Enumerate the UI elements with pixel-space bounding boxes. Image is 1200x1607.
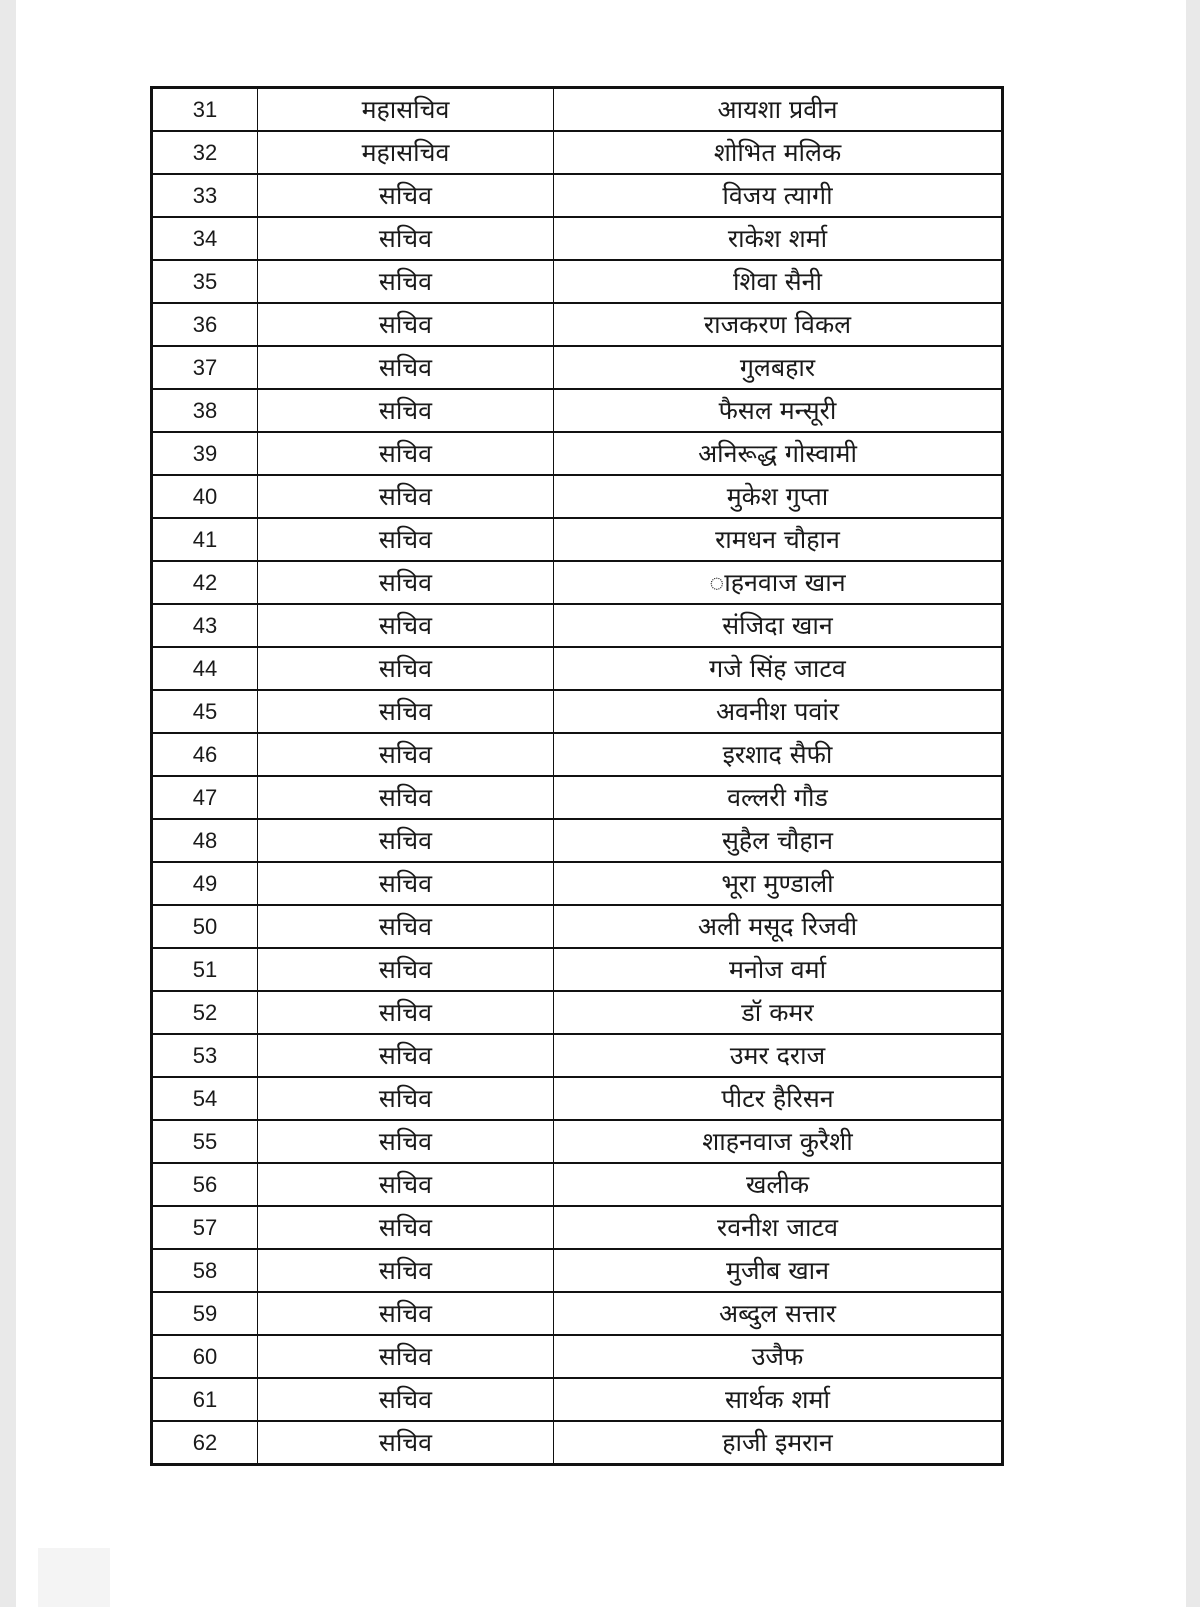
member-name-cell: हाजी इमरान (554, 1421, 1003, 1465)
row-number-cell: 47 (152, 776, 258, 819)
post-cell: सचिव (258, 1421, 554, 1465)
post-cell: सचिव (258, 1292, 554, 1335)
member-name-cell: अली मसूद रिजवी (554, 905, 1003, 948)
row-number-cell: 43 (152, 604, 258, 647)
member-name-cell: खलीक (554, 1163, 1003, 1206)
member-name-cell: मनोज वर्मा (554, 948, 1003, 991)
post-cell: सचिव (258, 561, 554, 604)
member-name-cell: इरशाद सैफी (554, 733, 1003, 776)
table-row (152, 1163, 1003, 1206)
member-name-cell: राजकरण विकल (554, 303, 1003, 346)
member-name-cell: डॉ कमर (554, 991, 1003, 1034)
row-number-cell: 45 (152, 690, 258, 733)
member-name-cell: वल्लरी गौड (554, 776, 1003, 819)
row-number-cell: 36 (152, 303, 258, 346)
post-cell: सचिव (258, 1206, 554, 1249)
table-row (152, 733, 1003, 776)
member-name-cell: विजय त्यागी (554, 174, 1003, 217)
member-name-cell: रामधन चौहान (554, 518, 1003, 561)
page-corner-shadow (38, 1548, 110, 1607)
table-row (152, 604, 1003, 647)
row-number-cell: 56 (152, 1163, 258, 1206)
member-name-cell: संजिदा खान (554, 604, 1003, 647)
table-row (152, 346, 1003, 389)
row-number-cell: 33 (152, 174, 258, 217)
post-cell: सचिव (258, 389, 554, 432)
post-cell: महासचिव (258, 88, 554, 132)
table-row (152, 303, 1003, 346)
member-name-cell: सार्थक शर्मा (554, 1378, 1003, 1421)
post-cell: सचिव (258, 948, 554, 991)
table-row (152, 819, 1003, 862)
member-name-cell: राकेश शर्मा (554, 217, 1003, 260)
table-row (152, 131, 1003, 174)
row-number-cell: 31 (152, 88, 258, 132)
post-cell: सचिव (258, 647, 554, 690)
table-row (152, 905, 1003, 948)
table-row (152, 475, 1003, 518)
row-number-cell: 62 (152, 1421, 258, 1465)
post-cell: सचिव (258, 733, 554, 776)
member-name-cell: आयशा प्रवीन (554, 88, 1003, 132)
post-cell: सचिव (258, 217, 554, 260)
row-number-cell: 41 (152, 518, 258, 561)
table-row (152, 88, 1003, 132)
post-cell: सचिव (258, 690, 554, 733)
row-number-cell: 37 (152, 346, 258, 389)
table-row (152, 561, 1003, 604)
member-name-cell: मुकेश गुप्ता (554, 475, 1003, 518)
member-name-cell: उमर दराज (554, 1034, 1003, 1077)
table-row (152, 174, 1003, 217)
post-cell: सचिव (258, 819, 554, 862)
table-row (152, 1077, 1003, 1120)
table-row (152, 217, 1003, 260)
row-number-cell: 50 (152, 905, 258, 948)
row-number-cell: 32 (152, 131, 258, 174)
member-name-cell: अब्दुल सत्तार (554, 1292, 1003, 1335)
table-row (152, 432, 1003, 475)
post-cell: सचिव (258, 1163, 554, 1206)
table-row (152, 862, 1003, 905)
post-cell: सचिव (258, 1378, 554, 1421)
table-row (152, 518, 1003, 561)
post-cell: सचिव (258, 905, 554, 948)
row-number-cell: 52 (152, 991, 258, 1034)
table-row (152, 1249, 1003, 1292)
roster-table (150, 86, 1004, 1466)
post-cell: सचिव (258, 776, 554, 819)
post-cell: सचिव (258, 1077, 554, 1120)
member-name-cell: शोभित मलिक (554, 131, 1003, 174)
row-number-cell: 34 (152, 217, 258, 260)
table-row (152, 647, 1003, 690)
member-name-cell: शिवा सैनी (554, 260, 1003, 303)
post-cell: सचिव (258, 1120, 554, 1163)
post-cell: सचिव (258, 346, 554, 389)
table-row (152, 991, 1003, 1034)
member-name-cell: भूरा मुण्डाली (554, 862, 1003, 905)
row-number-cell: 58 (152, 1249, 258, 1292)
member-name-cell: अनिरूद्ध गोस्वामी (554, 432, 1003, 475)
row-number-cell: 55 (152, 1120, 258, 1163)
post-cell: सचिव (258, 475, 554, 518)
post-cell: सचिव (258, 260, 554, 303)
member-name-cell: गजे सिंह जाटव (554, 647, 1003, 690)
table-row (152, 1292, 1003, 1335)
member-name-cell: सुहैल चौहान (554, 819, 1003, 862)
table-row (152, 776, 1003, 819)
table-row (152, 1378, 1003, 1421)
member-name-cell: शाहनवाज कुरैशी (554, 1120, 1003, 1163)
table-row (152, 260, 1003, 303)
row-number-cell: 59 (152, 1292, 258, 1335)
post-cell: सचिव (258, 518, 554, 561)
row-number-cell: 44 (152, 647, 258, 690)
member-name-cell: अवनीश पवांर (554, 690, 1003, 733)
row-number-cell: 60 (152, 1335, 258, 1378)
post-cell: सचिव (258, 604, 554, 647)
row-number-cell: 39 (152, 432, 258, 475)
row-number-cell: 54 (152, 1077, 258, 1120)
row-number-cell: 53 (152, 1034, 258, 1077)
row-number-cell: 57 (152, 1206, 258, 1249)
member-name-cell: पीटर हैरिसन (554, 1077, 1003, 1120)
row-number-cell: 35 (152, 260, 258, 303)
member-name-cell: उजैफ (554, 1335, 1003, 1378)
member-name-cell: फैसल मन्सूरी (554, 389, 1003, 432)
table-row (152, 1034, 1003, 1077)
roster-table-body (152, 88, 1003, 1465)
member-name-cell: मुजीब खान (554, 1249, 1003, 1292)
post-cell: सचिव (258, 1249, 554, 1292)
post-cell: महासचिव (258, 131, 554, 174)
row-number-cell: 38 (152, 389, 258, 432)
table-row (152, 948, 1003, 991)
member-name-cell: रवनीश जाटव (554, 1206, 1003, 1249)
row-number-cell: 51 (152, 948, 258, 991)
table-row (152, 1206, 1003, 1249)
post-cell: सचिव (258, 862, 554, 905)
table-row (152, 690, 1003, 733)
post-cell: सचिव (258, 1034, 554, 1077)
row-number-cell: 40 (152, 475, 258, 518)
table-row (152, 389, 1003, 432)
post-cell: सचिव (258, 991, 554, 1034)
table-row (152, 1421, 1003, 1465)
member-name-cell: गुलबहार (554, 346, 1003, 389)
table-row (152, 1335, 1003, 1378)
post-cell: सचिव (258, 303, 554, 346)
row-number-cell: 49 (152, 862, 258, 905)
post-cell: सचिव (258, 1335, 554, 1378)
row-number-cell: 48 (152, 819, 258, 862)
post-cell: सचिव (258, 432, 554, 475)
member-name-cell: ाहनवाज खान (554, 561, 1003, 604)
row-number-cell: 61 (152, 1378, 258, 1421)
row-number-cell: 42 (152, 561, 258, 604)
row-number-cell: 46 (152, 733, 258, 776)
table-row (152, 1120, 1003, 1163)
post-cell: सचिव (258, 174, 554, 217)
